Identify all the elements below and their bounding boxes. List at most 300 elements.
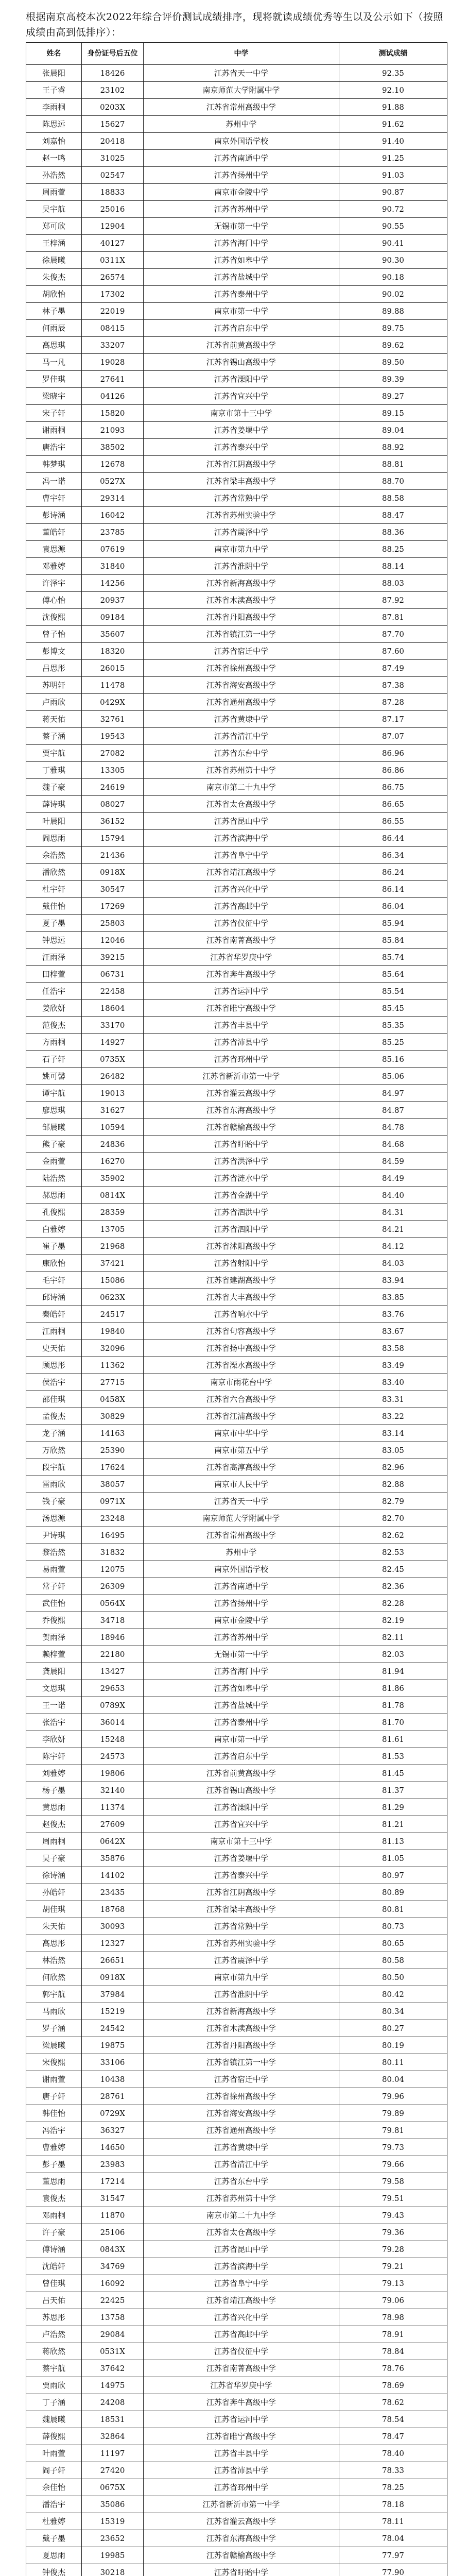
cell-id-suffix: 22180 [82,1646,144,1663]
cell-school: 江苏省海门中学 [144,235,339,252]
cell-score: 91.88 [339,99,447,116]
cell-id-suffix: 17302 [82,286,144,303]
cell-name: 孟俊杰 [26,1408,82,1425]
cell-name: 尹诗琪 [26,1527,82,1544]
cell-school: 江苏省前黄高级中学 [144,1765,339,1782]
cell-name: 张浩宇 [26,1714,82,1731]
cell-id-suffix: 31627 [82,1102,144,1119]
cell-id-suffix: 26482 [82,1068,144,1085]
cell-name: 李欣妍 [26,1731,82,1748]
cell-score: 82.62 [339,1527,447,1544]
table-row [26,286,447,303]
cell-score: 78.40 [339,2445,447,2462]
cell-name: 胡欣怡 [26,286,82,303]
cell-school: 南京市第十三中学 [144,1833,339,1850]
cell-id-suffix: 0918X [82,1969,144,1986]
cell-id-suffix: 11197 [82,2445,144,2462]
cell-score: 78.84 [339,2343,447,2360]
cell-school: 江苏省射阳中学 [144,1255,339,1272]
cell-score: 88.25 [339,541,447,558]
cell-school: 无锡市第一中学 [144,218,339,235]
cell-id-suffix: 23248 [82,1510,144,1527]
cell-id-suffix: 13758 [82,2309,144,2326]
table-row [26,2054,447,2071]
cell-name: 郭宇航 [26,1986,82,2003]
cell-score: 82.88 [339,1476,447,1493]
cell-id-suffix: 25390 [82,1442,144,1459]
table-row [26,1646,447,1663]
cell-score: 89.27 [339,388,447,405]
cell-school: 南京外国语学校 [144,1561,339,1578]
cell-score: 78.69 [339,2377,447,2394]
table-row [26,694,447,711]
cell-school: 江苏省宿迁中学 [144,643,339,660]
cell-name: 潘浩宇 [26,2496,82,2513]
table-row [26,2088,447,2105]
cell-id-suffix: 17214 [82,2173,144,2190]
cell-name: 王一诺 [26,1697,82,1714]
cell-name: 夏思雨 [26,2547,82,2564]
cell-id-suffix: 27609 [82,1816,144,1833]
cell-name: 赵俊杰 [26,1816,82,1833]
cell-id-suffix: 38057 [82,1476,144,1493]
table-row [26,65,447,82]
cell-id-suffix: 0735X [82,1051,144,1068]
cell-score: 80.42 [339,1986,447,2003]
cell-name: 宋俊熙 [26,2054,82,2071]
table-row [26,1323,447,1340]
cell-score: 85.94 [339,915,447,932]
cell-name: 阎思雨 [26,830,82,847]
cell-score: 80.89 [339,1884,447,1901]
cell-name: 郑可欣 [26,218,82,235]
table-row [26,915,447,932]
table-row [26,235,447,252]
cell-school: 南京市中华中学 [144,1425,339,1442]
table-row [26,830,447,847]
table-row [26,150,447,167]
cell-id-suffix: 09184 [82,609,144,626]
cell-id-suffix: 37421 [82,1255,144,1272]
table-row [26,371,447,388]
cell-id-suffix: 22458 [82,983,144,1000]
cell-id-suffix: 21436 [82,847,144,864]
cell-school: 江苏省灌云高级中学 [144,2513,339,2530]
cell-school: 江苏省泰兴中学 [144,439,339,456]
cell-id-suffix: 12327 [82,1935,144,1952]
cell-id-suffix: 15219 [82,2003,144,2020]
table-row [26,1595,447,1612]
cell-school: 江苏省清江中学 [144,728,339,745]
cell-school: 江苏省启东中学 [144,320,339,337]
table-row [26,2105,447,2122]
cell-id-suffix: 24836 [82,1136,144,1153]
table-row [26,1527,447,1544]
cell-score: 81.45 [339,1765,447,1782]
cell-school: 江苏省天一中学 [144,1493,339,1510]
cell-score: 87.49 [339,660,447,677]
cell-score: 83.49 [339,1357,447,1374]
cell-school: 江苏省滨海中学 [144,2258,339,2275]
cell-school: 江苏省锡山高级中学 [144,1782,339,1799]
cell-id-suffix: 19840 [82,1323,144,1340]
cell-score: 86.75 [339,779,447,796]
cell-score: 81.70 [339,1714,447,1731]
cell-name: 马一凡 [26,354,82,371]
cell-name: 孙皓轩 [26,1884,82,1901]
cell-score: 81.13 [339,1833,447,1850]
cell-id-suffix: 14256 [82,575,144,592]
cell-school: 江苏省江阴高级中学 [144,1884,339,1901]
cell-score: 78.11 [339,2513,447,2530]
cell-school: 江苏省高邮中学 [144,898,339,915]
cell-school: 江苏省华罗庚中学 [144,2377,339,2394]
cell-score: 77.97 [339,2547,447,2564]
cell-school: 江苏省黄埭中学 [144,2139,339,2156]
cell-name: 冯一诺 [26,473,82,490]
table-row [26,1935,447,1952]
cell-school: 江苏省沭阳高级中学 [144,1238,339,1255]
cell-score: 81.53 [339,1748,447,1765]
cell-school: 江苏省姜堰中学 [144,422,339,439]
cell-school: 南京市第一中学 [144,303,339,320]
cell-school: 江苏省宿迁中学 [144,2071,339,2088]
cell-name: 余浩然 [26,847,82,864]
cell-id-suffix: 12075 [82,1561,144,1578]
cell-school: 江苏省如皋中学 [144,1680,339,1697]
cell-name: 汪雨泽 [26,949,82,966]
cell-score: 91.03 [339,167,447,184]
table-row [26,184,447,201]
table-row [26,303,447,320]
table-row [26,932,447,949]
cell-score: 78.76 [339,2360,447,2377]
cell-school: 江苏省泗洪中学 [144,1204,339,1221]
cell-id-suffix: 19985 [82,2547,144,2564]
cell-school: 江苏省大丰高级中学 [144,1289,339,1306]
cell-id-suffix: 21968 [82,1238,144,1255]
cell-name: 曾子怡 [26,626,82,643]
cell-school: 江苏省天一中学 [144,65,339,82]
cell-school: 江苏省南菁高级中学 [144,932,339,949]
cell-name: 彭子墨 [26,2156,82,2173]
table-row [26,2326,447,2343]
cell-score: 80.19 [339,2037,447,2054]
table-row [26,881,447,898]
table-row [26,1765,447,1782]
cell-name: 彭诗涵 [26,507,82,524]
cell-score: 90.55 [339,218,447,235]
cell-school: 南京市第一中学 [144,1731,339,1748]
cell-score: 84.68 [339,1136,447,1153]
candidate-table [26,42,447,2576]
cell-score: 85.35 [339,1017,447,1034]
cell-score: 79.36 [339,2224,447,2241]
header-name: 姓名 [26,43,82,65]
table-row [26,1544,447,1561]
table-row [26,1170,447,1187]
cell-score: 78.98 [339,2309,447,2326]
cell-id-suffix: 22019 [82,303,144,320]
cell-name: 武佳怡 [26,1595,82,1612]
cell-school: 江苏省如皋中学 [144,252,339,269]
cell-score: 79.81 [339,2122,447,2139]
cell-school: 江苏省江浦高级中学 [144,1408,339,1425]
cell-id-suffix: 15627 [82,116,144,133]
table-row [26,1085,447,1102]
table-row [26,1748,447,1765]
cell-name: 徐晨曦 [26,252,82,269]
cell-score: 87.38 [339,677,447,694]
cell-score: 92.35 [339,65,447,82]
cell-school: 江苏省昆山中学 [144,813,339,830]
table-row [26,337,447,354]
cell-score: 79.21 [339,2258,447,2275]
cell-school: 江苏省丹阳高级中学 [144,2037,339,2054]
table-row [26,2224,447,2241]
table-row [26,1731,447,1748]
table-row [26,728,447,745]
cell-score: 89.75 [339,320,447,337]
cell-name: 杜雅婷 [26,2513,82,2530]
cell-score: 81.21 [339,1816,447,1833]
cell-name: 崔子墨 [26,1238,82,1255]
cell-school: 江苏省赣榆高级中学 [144,1119,339,1136]
cell-name: 钟俊杰 [26,2564,82,2576]
cell-school: 江苏省泰兴中学 [144,1867,339,1884]
cell-school: 江苏省木渎高级中学 [144,2020,339,2037]
cell-school: 江苏省高邮中学 [144,2326,339,2343]
cell-name: 乔俊熙 [26,1612,82,1629]
cell-school: 江苏省溧水高级中学 [144,1357,339,1374]
table-row [26,1612,447,1629]
cell-id-suffix: 0789X [82,1697,144,1714]
cell-id-suffix: 14650 [82,2139,144,2156]
table-row [26,2343,447,2360]
cell-school: 江苏省梁丰高级中学 [144,473,339,490]
cell-id-suffix: 25106 [82,2224,144,2241]
cell-score: 82.19 [339,1612,447,1629]
table-row [26,2190,447,2207]
table-row [26,2292,447,2309]
cell-school: 江苏省镇江第一中学 [144,2054,339,2071]
cell-school: 江苏省睢宁高级中学 [144,2428,339,2445]
cell-id-suffix: 32140 [82,1782,144,1799]
cell-school: 江苏省通州高级中学 [144,694,339,711]
cell-name: 贺雨泽 [26,1629,82,1646]
cell-school: 江苏省丰县中学 [144,1017,339,1034]
table-row [26,2428,447,2445]
cell-id-suffix: 24619 [82,779,144,796]
table-row [26,1391,447,1408]
table-row [26,1374,447,1391]
cell-score: 83.22 [339,1408,447,1425]
table-row [26,388,447,405]
cell-name: 熊子豪 [26,1136,82,1153]
cell-score: 79.51 [339,2190,447,2207]
cell-score: 82.96 [339,1459,447,1476]
cell-score: 83.05 [339,1442,447,1459]
cell-school: 江苏省东台中学 [144,745,339,762]
cell-name: 杜宇轩 [26,881,82,898]
cell-score: 81.05 [339,1850,447,1867]
table-row [26,949,447,966]
cell-school: 江苏省仪征中学 [144,2343,339,2360]
table-row [26,167,447,184]
cell-score: 88.81 [339,456,447,473]
cell-score: 89.04 [339,422,447,439]
cell-name: 董皓轩 [26,524,82,541]
cell-school: 江苏省常州高级中学 [144,1527,339,1544]
table-row [26,2530,447,2547]
table-row [26,2071,447,2088]
table-row [26,507,447,524]
table-row [26,2241,447,2258]
cell-id-suffix: 38502 [82,439,144,456]
table-row [26,422,447,439]
cell-score: 85.45 [339,1000,447,1017]
table-row [26,711,447,728]
cell-id-suffix: 13705 [82,1221,144,1238]
cell-name: 蔡宇航 [26,2360,82,2377]
cell-school: 江苏省海安高级中学 [144,677,339,694]
cell-name: 阎子轩 [26,2462,82,2479]
cell-score: 79.13 [339,2275,447,2292]
cell-school: 江苏省扬州中学 [144,1595,339,1612]
table-row [26,116,447,133]
cell-score: 83.14 [339,1425,447,1442]
cell-school: 江苏省金湖中学 [144,1187,339,1204]
table-row [26,643,447,660]
cell-name: 戴佳怡 [26,898,82,915]
cell-score: 78.47 [339,2428,447,2445]
cell-name: 苏明轩 [26,677,82,694]
cell-id-suffix: 24542 [82,2020,144,2037]
cell-school: 江苏省常州高级中学 [144,99,339,116]
cell-name: 曾佳琪 [26,2275,82,2292]
cell-id-suffix: 0311X [82,252,144,269]
table-row [26,1459,447,1476]
cell-id-suffix: 14975 [82,2377,144,2394]
cell-score: 81.29 [339,1799,447,1816]
cell-name: 吴宇航 [26,201,82,218]
cell-name: 万欣然 [26,1442,82,1459]
cell-score: 79.66 [339,2156,447,2173]
cell-school: 江苏省阜宁中学 [144,847,339,864]
cell-id-suffix: 0531X [82,2343,144,2360]
cell-name: 易雨萱 [26,1561,82,1578]
cell-id-suffix: 19875 [82,2037,144,2054]
cell-name: 邵佳琪 [26,1391,82,1408]
cell-score: 80.81 [339,1901,447,1918]
cell-id-suffix: 16092 [82,2275,144,2292]
cell-score: 80.11 [339,2054,447,2071]
cell-school: 江苏省太仓高级中学 [144,2224,339,2241]
cell-score: 82.36 [339,1578,447,1595]
cell-school: 南京师范大学附属中学 [144,82,339,99]
cell-score: 84.87 [339,1102,447,1119]
cell-school: 江苏省太仓高级中学 [144,796,339,813]
cell-school: 江苏省运河中学 [144,983,339,1000]
cell-score: 90.18 [339,269,447,286]
cell-school: 江苏省阜宁中学 [144,2275,339,2292]
cell-school: 江苏省运河中学 [144,2411,339,2428]
cell-school: 江苏省东海高级中学 [144,1102,339,1119]
table-row [26,1204,447,1221]
table-row [26,1561,447,1578]
cell-name: 叶晨阳 [26,813,82,830]
cell-name: 周雨桐 [26,1833,82,1850]
cell-score: 80.97 [339,1867,447,1884]
cell-score: 78.25 [339,2479,447,2496]
table-row [26,1629,447,1646]
table-row [26,99,447,116]
table-row [26,2445,447,2462]
cell-id-suffix: 17624 [82,1459,144,1476]
cell-id-suffix: 37984 [82,1986,144,2003]
cell-id-suffix: 24208 [82,2394,144,2411]
cell-score: 92.10 [339,82,447,99]
table-row [26,847,447,864]
table-row [26,813,447,830]
cell-name: 林子墨 [26,303,82,320]
cell-id-suffix: 17269 [82,898,144,915]
cell-name: 徐诗涵 [26,1867,82,1884]
cell-name: 王梓涵 [26,235,82,252]
table-row [26,2275,447,2292]
cell-id-suffix: 26574 [82,269,144,286]
cell-score: 91.25 [339,150,447,167]
cell-score: 89.62 [339,337,447,354]
cell-id-suffix: 31840 [82,558,144,575]
cell-name: 陈宇轩 [26,1748,82,1765]
cell-name: 卢雨欣 [26,694,82,711]
cell-id-suffix: 31547 [82,2190,144,2207]
table-row [26,762,447,779]
cell-score: 90.30 [339,252,447,269]
cell-score: 81.37 [339,1782,447,1799]
table-row [26,1884,447,1901]
cell-school: 江苏省兴化中学 [144,881,339,898]
cell-school: 无锡市第一中学 [144,1646,339,1663]
cell-score: 85.16 [339,1051,447,1068]
cell-score: 80.65 [339,1935,447,1952]
cell-id-suffix: 14163 [82,1425,144,1442]
cell-school: 江苏省邳州中学 [144,2479,339,2496]
cell-score: 90.41 [339,235,447,252]
cell-score: 83.58 [339,1340,447,1357]
cell-name: 石子轩 [26,1051,82,1068]
table-row [26,1000,447,1017]
cell-name: 袁俊杰 [26,2190,82,2207]
cell-name: 常子轩 [26,1578,82,1595]
cell-score: 83.85 [339,1289,447,1306]
cell-name: 文思琪 [26,1680,82,1697]
cell-score: 86.86 [339,762,447,779]
cell-name: 傅诗涵 [26,2241,82,2258]
cell-id-suffix: 20418 [82,133,144,150]
cell-name: 蒋欣然 [26,2343,82,2360]
cell-name: 薛诗琪 [26,796,82,813]
cell-school: 南京师范大学附属中学 [144,1510,339,1527]
cell-id-suffix: 13305 [82,762,144,779]
cell-school: 南京市雨花台中学 [144,1374,339,1391]
cell-school: 江苏省洪泽中学 [144,1153,339,1170]
cell-school: 江苏省海安高级中学 [144,2105,339,2122]
cell-score: 89.50 [339,354,447,371]
cell-school: 江苏省江阴高级中学 [144,456,339,473]
cell-score: 88.47 [339,507,447,524]
